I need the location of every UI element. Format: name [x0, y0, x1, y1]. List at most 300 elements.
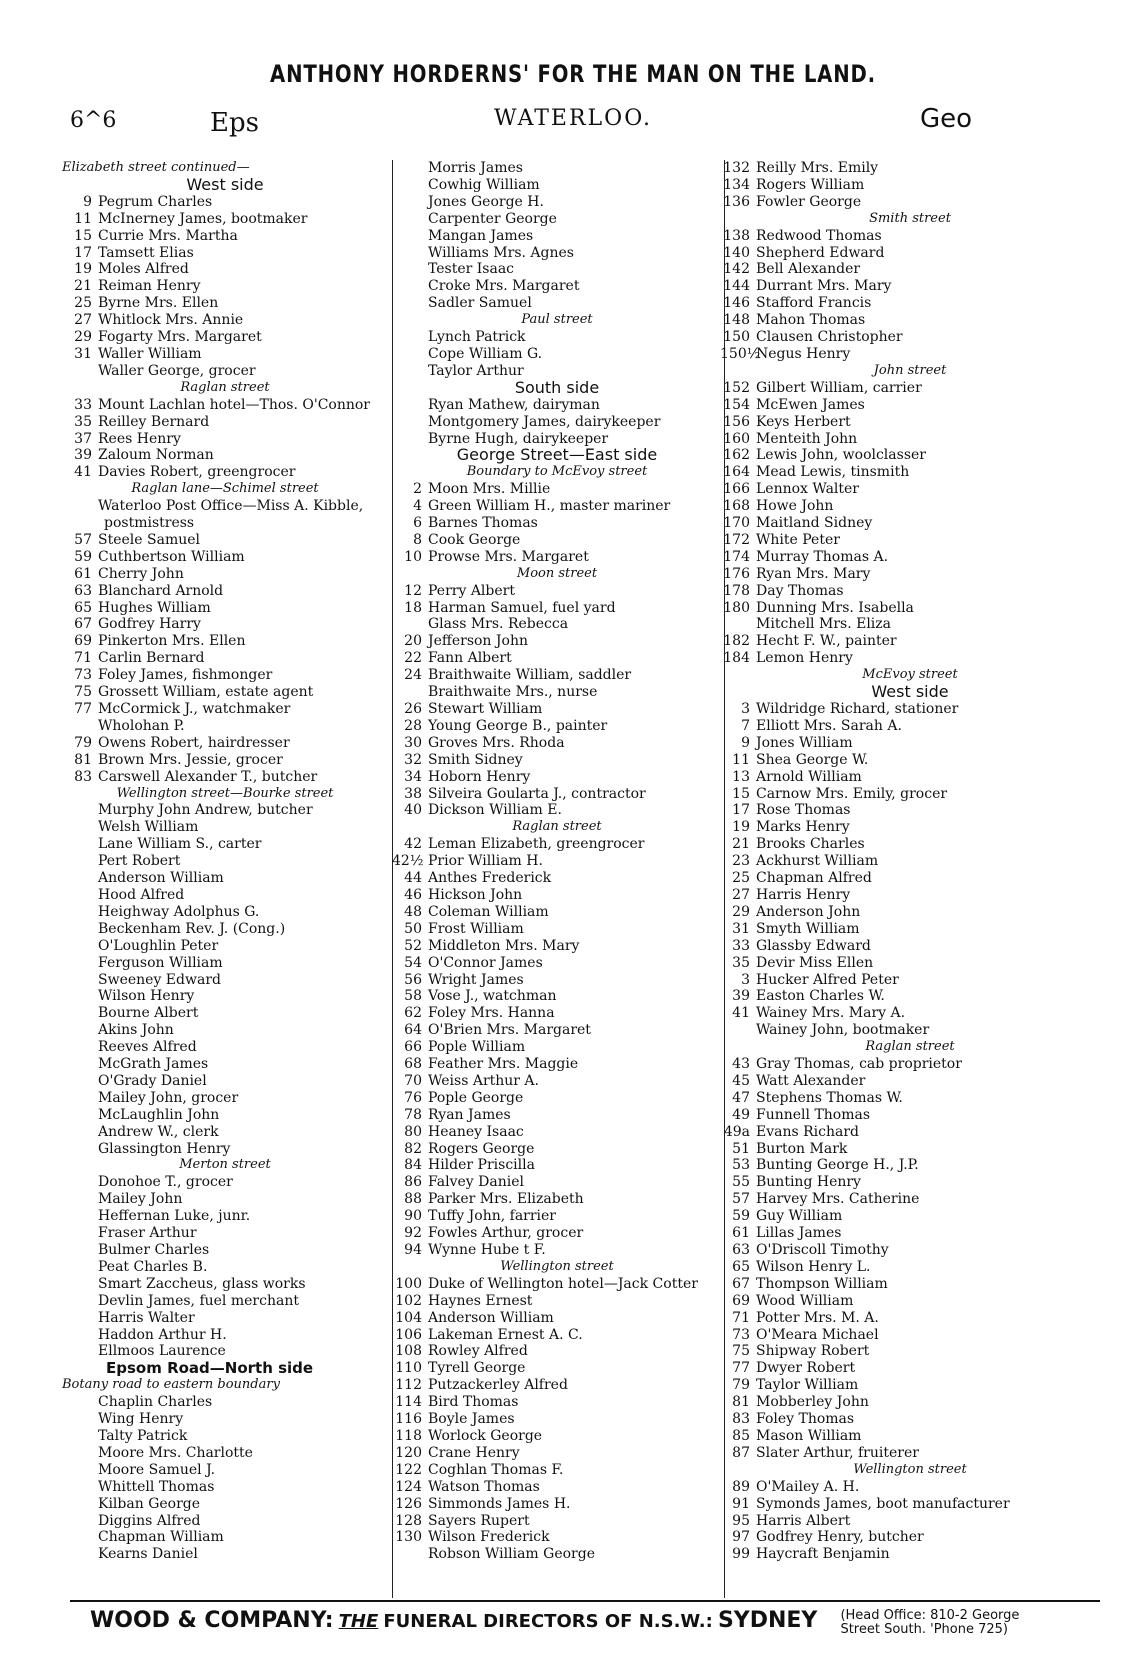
resident-name: Wainey John, bootmaker [756, 1022, 930, 1039]
house-number: 85 [732, 1427, 750, 1444]
resident-name: Vose J., watchman [428, 988, 557, 1005]
directory-entry [392, 1191, 722, 1208]
directory-entry [720, 735, 1100, 752]
house-number: 130 [395, 1529, 422, 1546]
house-number: 54 [404, 954, 422, 971]
directory-entry [392, 329, 722, 346]
directory-entry [720, 1529, 1100, 1546]
resident-name: Weiss Arthur A. [428, 1072, 539, 1089]
house-number: 33 [732, 937, 750, 954]
directory-entry [720, 1276, 1100, 1293]
house-number: 128 [395, 1512, 422, 1529]
directory-column-2 [392, 160, 722, 1563]
directory-entry [392, 295, 722, 312]
directory-entry [62, 1293, 388, 1310]
directory-entry [62, 1411, 388, 1428]
house-number: 17 [74, 244, 92, 261]
directory-entry [720, 160, 1100, 177]
resident-name: Putzackerley Alfred [428, 1377, 568, 1394]
house-number: 164 [723, 464, 750, 481]
resident-name: Anderson William [98, 870, 224, 887]
directory-entry [392, 1124, 722, 1141]
directory-entry [392, 1479, 722, 1496]
house-number: 66 [404, 1039, 422, 1056]
directory-entry [62, 1191, 388, 1208]
resident-name: Carlin Bernard [98, 650, 205, 667]
house-number: 180 [723, 599, 750, 616]
resident-name: O'Driscoll Timothy [756, 1242, 889, 1258]
resident-name: Thompson William [756, 1275, 888, 1292]
resident-name: Watt Alexander [756, 1072, 866, 1089]
house-number: 124 [395, 1478, 422, 1495]
house-number: 31 [732, 920, 750, 937]
directory-column-1 [62, 160, 388, 1563]
directory-entry [62, 1056, 388, 1073]
resident-name: Lane William S., carter [98, 836, 262, 853]
house-number: 24 [404, 667, 422, 684]
house-number: 136 [723, 193, 750, 210]
resident-name: Heaney Isaac [428, 1123, 524, 1140]
directory-entry [392, 194, 722, 211]
resident-name: Groves Mrs. Rhoda [428, 734, 565, 751]
resident-name: McLaughlin John [98, 1106, 220, 1123]
directory-entry [720, 1377, 1100, 1394]
resident-name: Wilson Henry L. [756, 1258, 871, 1275]
resident-name: Godfrey Henry, butcher [756, 1529, 924, 1546]
footer-office [840, 1609, 1019, 1637]
directory-entry [720, 853, 1100, 870]
directory-entry [720, 1208, 1100, 1225]
house-number: 11 [732, 751, 750, 768]
directory-entry [720, 245, 1100, 262]
resident-name: Marks Henry [756, 819, 850, 836]
house-number: 84 [404, 1157, 422, 1174]
house-number: 29 [732, 903, 750, 920]
directory-entry [720, 1073, 1100, 1090]
footer-city: SYDNEY [717, 1608, 818, 1633]
cross-street-label: Wellington street—Bourke street [116, 785, 334, 801]
house-number: 73 [74, 667, 92, 684]
resident-name: Durrant Mrs. Mary [756, 278, 892, 295]
resident-name: Smart Zaccheus, glass works [98, 1275, 306, 1292]
resident-name: Smith Sidney [428, 751, 523, 768]
house-number: 78 [404, 1106, 422, 1123]
resident-name: Rees Henry [98, 430, 181, 447]
directory-entry [720, 194, 1100, 211]
directory-entry [392, 616, 722, 633]
house-number: 63 [74, 582, 92, 599]
resident-name: Shea George W. [756, 751, 869, 768]
house-number: 75 [732, 1343, 750, 1360]
resident-name: Heighway Adolphus G. [98, 903, 260, 920]
directory-entry [392, 414, 722, 431]
directory-entry [720, 414, 1100, 431]
directory-entry [62, 532, 388, 549]
resident-name: Ferguson William [98, 954, 223, 971]
house-number: 49a [723, 1123, 750, 1140]
directory-entry [720, 1090, 1100, 1107]
resident-name: O'Connor James [428, 954, 543, 971]
house-number: 35 [74, 413, 92, 430]
resident-name: Williams Mrs. Agnes [428, 244, 574, 261]
house-number: 23 [732, 853, 750, 870]
directory-entry [62, 583, 388, 600]
directory-entry [62, 549, 388, 566]
directory-entry [392, 1242, 722, 1259]
resident-name: Hughes William [98, 599, 211, 616]
resident-name: Harris Henry [756, 886, 851, 903]
resident-name: Lewis John, woolclasser [756, 447, 926, 464]
house-number: 94 [404, 1242, 422, 1258]
resident-name: Jefferson John [428, 633, 528, 650]
resident-name: Crane Henry [428, 1444, 520, 1461]
directory-entry [392, 1276, 722, 1293]
house-number: 170 [723, 515, 750, 532]
house-number: 30 [404, 734, 422, 751]
house-number: 40 [404, 802, 422, 819]
directory-entry [720, 1394, 1100, 1411]
directory-entry [392, 481, 722, 498]
resident-name: Currie Mrs. Martha [98, 227, 238, 244]
resident-name: O'Brien Mrs. Margaret [428, 1022, 591, 1039]
directory-entry [392, 1039, 722, 1056]
directory-entry [62, 1513, 388, 1530]
resident-name: Smyth William [756, 920, 860, 937]
house-number: 44 [404, 870, 422, 887]
directory-entry [720, 346, 1100, 363]
directory-entry [392, 1073, 722, 1090]
resident-name: Harris Albert [756, 1512, 851, 1529]
resident-name: Murray Thomas A. [756, 548, 889, 565]
house-number: 92 [404, 1225, 422, 1242]
resident-name: Reeves Alfred [98, 1039, 197, 1056]
resident-name: Slater Arthur, fruiterer [756, 1444, 919, 1461]
resident-name: Day Thomas [756, 582, 844, 599]
directory-entry [392, 532, 722, 549]
resident-name: Carnow Mrs. Emily, grocer [756, 785, 948, 802]
house-number: 45 [732, 1072, 750, 1089]
resident-name: Waller William [98, 345, 202, 362]
directory-entry [392, 667, 722, 684]
resident-name: Tester Isaac [428, 261, 515, 278]
house-number: 81 [74, 751, 92, 768]
page-title: WATERLOO. [494, 106, 652, 131]
house-number: 64 [404, 1022, 422, 1039]
house-number: 27 [732, 886, 750, 903]
resident-name: Reilley Bernard [98, 413, 210, 430]
resident-name: Wood William [756, 1292, 854, 1309]
directory-entry [62, 1259, 388, 1276]
house-number: 79 [732, 1377, 750, 1394]
directory-entry [720, 1513, 1100, 1530]
house-number: 118 [395, 1427, 422, 1444]
directory-entry [392, 1513, 722, 1530]
directory-entry [392, 870, 722, 887]
cross-street-label: Raglan street [512, 819, 602, 835]
cross-street-label: Boundary to McEvoy street [466, 464, 648, 480]
resident-name: Coleman William [428, 903, 549, 920]
directory-entry [392, 177, 722, 194]
house-number: 106 [395, 1326, 422, 1343]
directory-entry [62, 1327, 388, 1344]
resident-name: Brown Mrs. Jessie, grocer [98, 751, 283, 768]
directory-entry [62, 1107, 388, 1124]
house-number: 140 [723, 244, 750, 261]
directory-entry [720, 701, 1100, 718]
resident-name: Foley James, fishmonger [98, 667, 273, 684]
resident-name: Wildridge Richard, stationer [756, 701, 959, 717]
house-number: 100 [395, 1275, 422, 1292]
resident-name: Cowhig William [428, 176, 540, 193]
directory-entry [62, 718, 388, 735]
directory-entry [720, 1310, 1100, 1327]
resident-name: Bourne Albert [98, 1005, 199, 1022]
house-number: 38 [404, 785, 422, 802]
directory-entry [720, 1056, 1100, 1073]
directory-entry [392, 549, 722, 566]
resident-name: Funnell Thomas [756, 1106, 871, 1123]
resident-name: Haycraft Benjamin [756, 1546, 890, 1563]
directory-entry [62, 1428, 388, 1445]
footer-advertisement [90, 1608, 1090, 1637]
directory-entry [720, 278, 1100, 295]
directory-column-3 [720, 160, 1100, 1563]
directory-entry [720, 261, 1100, 278]
resident-name: Mitchell Mrs. Eliza [756, 616, 891, 633]
house-number: 61 [74, 565, 92, 582]
house-number: 69 [74, 633, 92, 650]
resident-name: Dunning Mrs. Isabella [756, 599, 914, 616]
directory-entry [720, 616, 1100, 633]
resident-name: Davies Robert, greengrocer [98, 464, 296, 481]
house-number: 122 [395, 1461, 422, 1478]
section-heading: George Street—East side [456, 447, 658, 465]
resident-name: Croke Mrs. Margaret [428, 278, 580, 295]
directory-entry [62, 887, 388, 904]
directory-entry [62, 667, 388, 684]
house-number: 3 [741, 701, 750, 717]
resident-name: Kilban George [98, 1495, 201, 1512]
house-number: 17 [732, 802, 750, 819]
directory-entry [62, 1141, 388, 1158]
resident-name: Robson William George [428, 1546, 595, 1563]
resident-name: Bunting Henry [756, 1174, 861, 1191]
resident-name: Carswell Alexander T., butcher [98, 768, 318, 785]
resident-name: Sayers Rupert [428, 1512, 530, 1529]
resident-name: Young George B., painter [428, 717, 608, 734]
house-number: 144 [723, 278, 750, 295]
house-number: 154 [723, 396, 750, 413]
house-number: 31 [74, 345, 92, 362]
house-number: 39 [74, 447, 92, 464]
resident-name: Gilbert William, carrier [756, 379, 922, 396]
resident-name: Owens Robert, hairdresser [98, 734, 290, 751]
house-number: 67 [732, 1275, 750, 1292]
house-number: 148 [723, 312, 750, 329]
directory-entry [392, 988, 722, 1005]
resident-name: Redwood Thomas [756, 227, 882, 244]
directory-entry [392, 261, 722, 278]
house-number: 65 [732, 1258, 750, 1275]
resident-name: Glassby Edward [756, 937, 871, 954]
house-number: 19 [732, 819, 750, 836]
resident-name: Carpenter George [428, 210, 557, 227]
directory-entry [720, 549, 1100, 566]
resident-name: Murphy John Andrew, butcher [98, 802, 313, 819]
footer-tagline: FUNERAL DIRECTORS OF N.S.W.: [383, 1611, 713, 1632]
cross-street-label: McEvoy street [862, 667, 958, 683]
resident-name: Bird Thomas [428, 1394, 519, 1411]
cross-street-label: Wellington street [500, 1258, 614, 1274]
directory-entry [392, 1310, 722, 1327]
house-number: 77 [732, 1360, 750, 1377]
resident-name: Watson Thomas [428, 1478, 540, 1495]
house-number: 41 [74, 464, 92, 481]
directory-entry [62, 245, 388, 262]
resident-name: Haddon Arthur H. [98, 1326, 227, 1343]
resident-name: Wright James [428, 971, 524, 988]
house-number: 25 [74, 295, 92, 312]
resident-name: Middleton Mrs. Mary [428, 937, 580, 954]
directory-entry [392, 1360, 722, 1377]
resident-name: Lynch Patrick [428, 329, 526, 346]
resident-name: Hucker Alfred Peter [756, 971, 899, 988]
house-number: 69 [732, 1292, 750, 1309]
house-number: 32 [404, 751, 422, 768]
resident-name: Feather Mrs. Maggie [428, 1056, 579, 1073]
directory-entry [392, 1005, 722, 1022]
directory-entry [392, 1293, 722, 1310]
resident-name: Hood Alfred [98, 886, 185, 903]
resident-name: Ryan Mathew, dairyman [428, 396, 600, 413]
resident-name: Beckenham Rev. J. (Cong.) [98, 920, 286, 937]
house-number: 29 [74, 329, 92, 346]
directory-entry [392, 769, 722, 786]
resident-name: Mailey John, grocer [98, 1089, 239, 1106]
resident-name: Sadler Samuel [428, 295, 532, 312]
house-number: 12 [404, 582, 422, 599]
resident-name: Braithwaite William, saddler [428, 667, 632, 684]
resident-name: Dwyer Robert [756, 1360, 856, 1377]
directory-entry [392, 346, 722, 363]
resident-name: Chaplin Charles [98, 1394, 213, 1411]
resident-name: Devlin James, fuel merchant [98, 1292, 299, 1309]
directory-entry [62, 616, 388, 633]
directory-entry [720, 1174, 1100, 1191]
directory-entry [720, 583, 1100, 600]
directory-entry [392, 1377, 722, 1394]
directory-entry [720, 650, 1100, 667]
resident-name: O'Loughlin Peter [98, 937, 219, 954]
house-number: 160 [723, 430, 750, 447]
directory-entry [720, 1242, 1100, 1259]
resident-name: Fowler George [756, 193, 862, 210]
resident-name: Foley Thomas [756, 1411, 855, 1428]
directory-entry [720, 836, 1100, 853]
resident-name: Lennox Walter [756, 481, 859, 498]
directory-entry [392, 684, 722, 701]
directory-entry [720, 1496, 1100, 1513]
directory-entry [720, 1141, 1100, 1158]
house-number: 9 [741, 734, 750, 751]
house-number: 26 [404, 701, 422, 717]
directory-entry [62, 1022, 388, 1039]
resident-name: Harman Samuel, fuel yard [428, 599, 616, 616]
resident-name: Wilson Henry [98, 988, 195, 1005]
resident-name: Fowles Arthur, grocer [428, 1225, 584, 1242]
directory-entry [392, 1411, 722, 1428]
footer-office-line2: Street South. 'Phone 725) [840, 1621, 1008, 1637]
resident-name: Grossett William, estate agent [98, 684, 314, 701]
house-number: 97 [732, 1529, 750, 1546]
resident-name: White Peter [756, 531, 840, 548]
directory-entry [392, 228, 722, 245]
section-heading: West side [871, 684, 949, 701]
directory-entry [392, 211, 722, 228]
directory-entry [62, 1394, 388, 1411]
directory-entry [62, 1343, 388, 1360]
house-number: 71 [732, 1309, 750, 1326]
resident-name: Bell Alexander [756, 261, 861, 278]
house-number: 49 [732, 1106, 750, 1123]
resident-name: Easton Charles W. [756, 988, 885, 1005]
house-number: 138 [723, 227, 750, 244]
directory-entry [720, 1327, 1100, 1344]
directory-entry [62, 870, 388, 887]
directory-entry [392, 786, 722, 803]
directory-entry [62, 1073, 388, 1090]
resident-name: Pinkerton Mrs. Ellen [98, 633, 246, 650]
directory-entry [62, 1090, 388, 1107]
directory-entry [62, 1529, 388, 1546]
resident-name: Peat Charles B. [98, 1258, 208, 1275]
house-number: 182 [723, 633, 750, 650]
street-continuation: Elizabeth street continued— [62, 160, 250, 175]
directory-entry [392, 633, 722, 650]
resident-name: Mobberley John [756, 1394, 869, 1411]
directory-entry [392, 1225, 722, 1242]
house-number: 79 [74, 734, 92, 751]
advertisement-banner: ANTHONY HORDERNS' FOR THE MAN ON THE LAND. [270, 60, 876, 88]
resident-name: Whitlock Mrs. Annie [98, 312, 244, 329]
resident-name: Byrne Mrs. Ellen [98, 295, 219, 312]
directory-entry [392, 245, 722, 262]
cross-street-label: Raglan street [865, 1039, 955, 1055]
resident-name: Gray Thomas, cab proprietor [756, 1056, 962, 1073]
resident-name: O'Mailey A. H. [756, 1478, 860, 1495]
house-number: 35 [732, 954, 750, 971]
directory-entry [62, 752, 388, 769]
directory-entry [720, 177, 1100, 194]
house-number: 62 [404, 1005, 422, 1022]
resident-name: Mead Lewis, tinsmith [756, 464, 910, 481]
cross-street-label: John street [873, 362, 947, 378]
resident-name: Haynes Ernest [428, 1292, 533, 1309]
resident-name: Wynne Hube t F. [428, 1242, 546, 1258]
resident-name: Harvey Mrs. Catherine [756, 1191, 920, 1208]
directory-entry [720, 1022, 1100, 1039]
directory-entry [720, 431, 1100, 448]
resident-name: Cherry John [98, 565, 184, 582]
guide-word-left: Eps [210, 108, 259, 138]
directory-entry [720, 329, 1100, 346]
directory-entry [392, 498, 722, 515]
resident-name: Stafford Francis [756, 295, 872, 312]
directory-entry [62, 194, 388, 211]
resident-name: Hecht F. W., painter [756, 633, 897, 650]
directory-entry [720, 481, 1100, 498]
house-number: 3 [741, 971, 750, 988]
